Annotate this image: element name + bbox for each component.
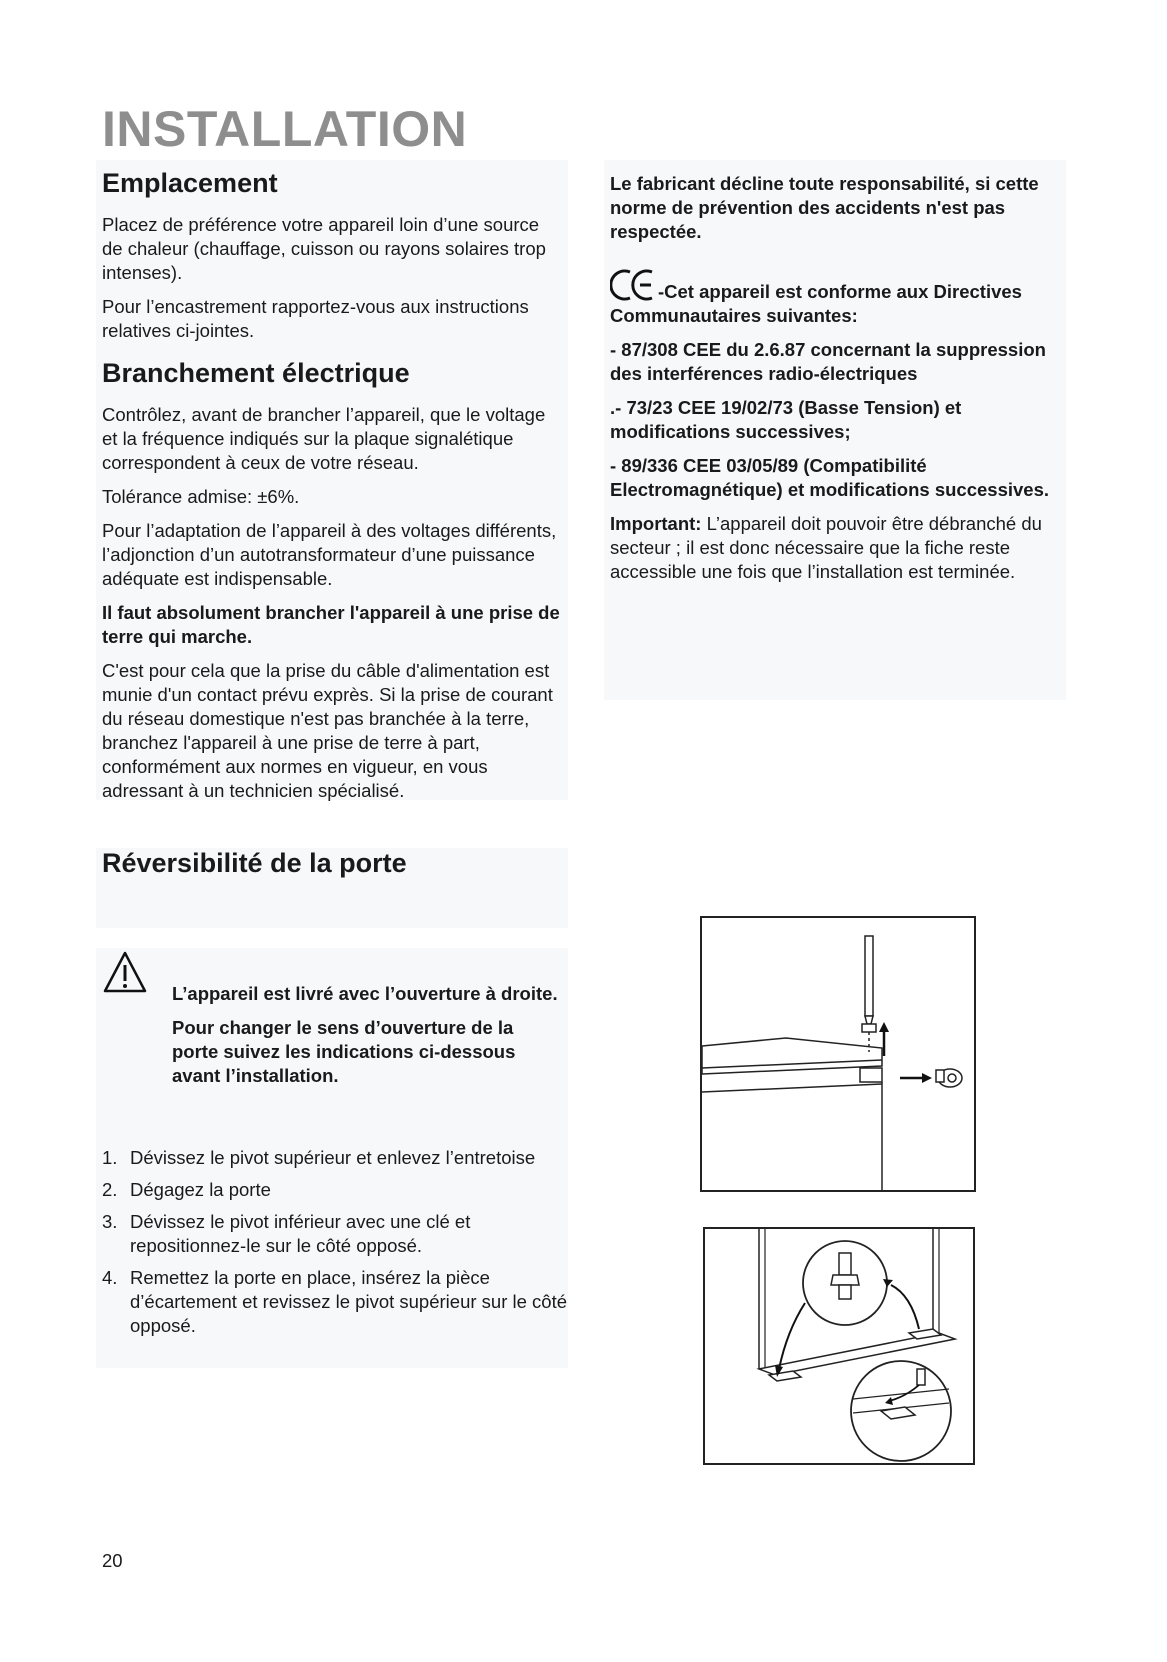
warning-line: Pour changer le sens d’ouverture de la porte suivez les indications ci-dessous avant l’installation. [172, 1017, 516, 1086]
paragraph: Contrôlez, avant de brancher l’appareil, que le voltage et la fréquence indiqués sur la plaque signalétique correspondent à ceux de votre réseau. [102, 404, 546, 473]
important-paragraph [610, 512, 1070, 584]
list-item: 4. Remettez la porte en place, insérez la pièce d’écartement et revissez le pivot supérieur sur le côté opposé. [102, 1267, 568, 1336]
warning-triangle-icon [102, 950, 148, 994]
ce-mark-icon [610, 268, 658, 302]
liability-paragraph: Le fabricant décline toute responsabilité, si cette norme de prévention des accidents n'est pas respectée. [610, 173, 1039, 242]
section-heading-branchement: Branchement électrique [102, 358, 410, 388]
paragraph: Pour l’encastrement rapportez-vous aux instructions relatives ci-jointes. [102, 296, 529, 341]
section-reversibilite [102, 848, 562, 879]
warning-icon-wrap [102, 950, 148, 994]
important-label: Important: [610, 513, 702, 534]
list-item: 1. Dévissez le pivot supérieur et enlevez l’entretoise [102, 1147, 536, 1168]
directive-item: - 89/336 CEE 03/05/89 (Compatibilité Electromagnétique) et modifications successives. [610, 455, 1050, 500]
ce-text: -Cet appareil est conforme aux Directives Communautaires suivantes: [610, 281, 1022, 326]
directive-item: - 87/308 CEE du 2.6.87 concernant la suppression des interférences radio-électriques [610, 339, 1046, 384]
important-text: L’appareil doit pouvoir être débranché du secteur ; il est donc nécessaire que la fiche reste accessible une fois que l’installation est terminée. [610, 513, 1042, 582]
figure-top-hinge [700, 916, 976, 1192]
paragraph: Pour l’adaptation de l’appareil à des voltages différents, l’adjonction d’un autotransformateur d’une puissance adéquate est indispensable. [102, 520, 557, 589]
paragraph: Placez de préférence votre appareil loin d’une source de chaleur (chauffage, cuisson ou rayons solaires trop intenses). [102, 214, 546, 283]
paragraph: Tolérance admise: ±6%. [102, 486, 300, 507]
warning-line: L’appareil est livré avec l’ouverture à droite. [172, 983, 558, 1004]
page-title: INSTALLATION [102, 101, 468, 157]
section-emplacement [102, 168, 562, 343]
list-item: 2. Dégagez la porte [102, 1179, 271, 1200]
section-compliance [610, 172, 1070, 584]
section-heading-emplacement: Emplacement [102, 168, 278, 198]
steps-list [102, 1146, 572, 1346]
section-heading-reversibilite: Réversibilité de la porte [102, 848, 407, 878]
list-item: 3. Dévissez le pivot inférieur avec une clé et repositionnez-le sur le côté opposé. [102, 1211, 471, 1256]
directive-item: .- 73/23 CEE 19/02/73 (Basse Tension) et modifications successives; [610, 397, 962, 442]
warning-paragraph: Il faut absolument brancher l'appareil à une prise de terre qui marche. [102, 602, 560, 647]
figure-bottom-hinge [703, 1227, 975, 1465]
paragraph: C'est pour cela que la prise du câble d'alimentation est munie d'un contact prévu exprès. Si la prise de courant du réseau domestique n'est pas branchée à la terre, branchez l'appareil à une prise de terre à part, conformément aux normes en vigueur, en vous adressant à un technicien spécialisé. [102, 660, 553, 801]
warning-text [172, 982, 562, 1088]
page-number: 20 [102, 1550, 123, 1571]
section-branchement [102, 358, 562, 803]
